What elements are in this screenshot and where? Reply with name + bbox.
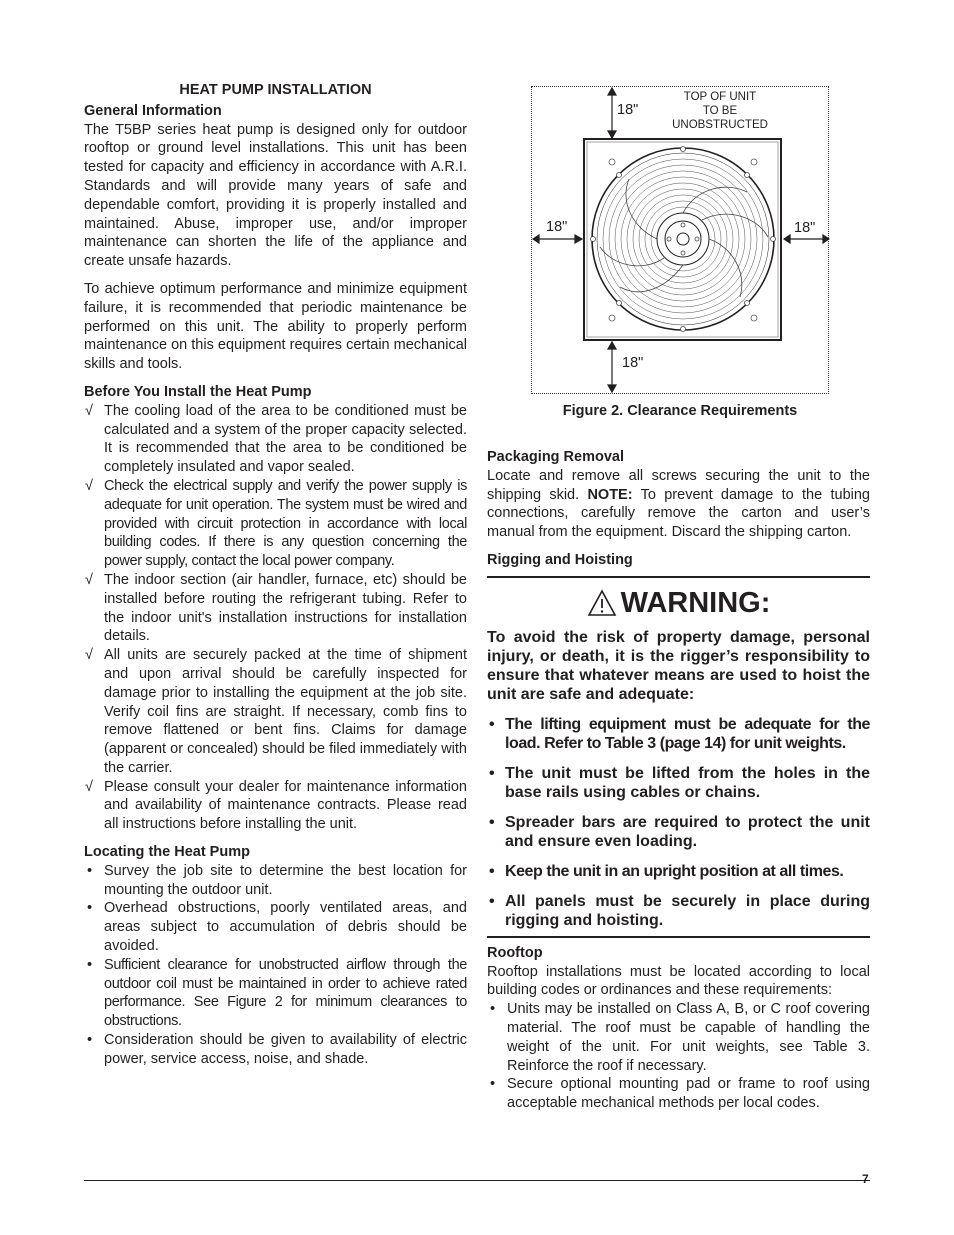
general-info-paragraph-1: The T5BP series heat pump is designed only for outdoor rooftop or ground level installations. This unit has been tested for capacity and efficiency in accordance with A.R.I. Standards and will provide many years of safe and dependable comfort, providing it is properly installed and maintained. Abuse, improper use, and/or improper maintenance can shorten the life of the appliance and create unsafe hazards. <box>84 121 467 270</box>
list-item: • All panels must be securely in place during rigging and hoisting. <box>489 892 870 929</box>
bullet-icon: • <box>489 764 495 782</box>
list-item: • The lifting equipment must be adequate for the load. Refer to Table 3 (page 14) for unit weights. <box>489 715 870 752</box>
list-item: • Secure optional mounting pad or frame to roof using acceptable mechanical methods per local codes. <box>490 1076 870 1112</box>
dim-right-label: 18" <box>794 220 816 236</box>
packaging-heading: Packaging Removal <box>487 449 624 465</box>
list-item: • Survey the job site to determine the best location for mounting the outdoor unit. <box>87 862 467 898</box>
bullet-icon: • <box>489 715 495 733</box>
right-column <box>487 448 870 1113</box>
rooftop-paragraph: Rooftop installations must be located according to local building codes or ordinances and these requirements: <box>487 963 870 999</box>
top-unobstructed-note: TOP OF UNIT TO BE UNOBSTRUCTED <box>672 91 768 131</box>
note-label: NOTE: <box>587 486 633 503</box>
footer-rule <box>84 1180 870 1181</box>
list-item: √ The cooling load of the area to be conditioned must be calculated and a system of the proper capacity selected. It is recommended that the area to be conditioned be completely insulated and vapor sealed. <box>85 402 467 476</box>
list-item: • Overhead obstructions, poorly ventilated areas, and areas subject to accumulation of debris should be avoided. <box>87 900 467 955</box>
warning-top-rule <box>487 576 870 578</box>
list-item: • Keep the unit in an upright position at all times. <box>489 862 844 880</box>
warning-triangle-icon <box>587 589 617 617</box>
warning-intro: To avoid the risk of property damage, personal injury, or death, it is the rigger’s responsibility to ensure that whatever means are used to hoist the unit are safe and adequate: <box>487 628 870 703</box>
rooftop-heading: Rooftop <box>487 944 543 961</box>
bullet-icon: • <box>87 900 93 917</box>
rigging-heading: Rigging and Hoisting <box>487 551 633 568</box>
left-column <box>84 81 467 1069</box>
dim-bottom-label: 18" <box>622 355 644 371</box>
general-info-heading: General Information <box>84 102 222 119</box>
check-mark-icon: √ <box>85 647 93 664</box>
list-item: √ Check the electrical supply and verify the power supply is adequate for unit operation. The system must be wired and provided with circuit protection in accordance with local building codes. If there is any question concerning the power supply, contact the local power company. <box>85 477 467 570</box>
clearance-figure <box>531 86 829 394</box>
warning-body <box>487 628 870 930</box>
list-item: √ Please consult your dealer for maintenance information and availability of maintenance contracts. Please read all instructions before installing the unit. <box>85 778 467 833</box>
check-mark-icon: √ <box>85 477 93 494</box>
packaging-paragraph: Locate and remove all screws securing the unit to the shipping skid. NOTE: To prevent damage to the tubing connections, carefully remove the carton and user’s manual from the equipment. Discard the shipping carton. <box>487 467 870 541</box>
warning-list <box>487 715 870 930</box>
list-item: • The unit must be lifted from the holes in the base rails using cables or chains. <box>489 764 870 801</box>
check-mark-icon: √ <box>85 402 93 419</box>
before-install-list <box>84 402 467 834</box>
bullet-icon: • <box>490 1076 496 1093</box>
bullet-icon: • <box>489 892 495 910</box>
bullet-icon: • <box>87 862 93 879</box>
list-item: • Sufficient clearance for unobstructed airflow through the outdoor coil must be maintained in order to achieve rated performance. See Figure 2 for minimum clearances to obstructions. <box>87 956 467 1030</box>
bullet-icon: • <box>87 956 93 973</box>
dim-top-label: 18" <box>617 102 639 118</box>
rooftop-list <box>487 1000 870 1113</box>
list-item: √ All units are securely packed at the time of shipment and upon arrival should be carefully inspected for damage prior to installing the equipment at the job site. Verify coil fins are straight. If necessary, comb fins to remove flattened or bent fins. Claims for damage (apparent or concealed) should be filed immediately with the carrier. <box>85 647 467 776</box>
dim-left-label: 18" <box>546 219 568 235</box>
unit-drawing <box>532 87 830 395</box>
list-item: • Units may be installed on Class A, B, or C roof covering material. The roof must be capable of handling the weight of the unit. For unit weights, see Table 3. Reinforce the roof if necessary. <box>490 1001 870 1074</box>
list-item: • Consideration should be given to availability of electric power, service access, noise, and shade. <box>87 1032 467 1067</box>
bullet-icon: • <box>87 1032 93 1049</box>
figure-caption: Figure 2. Clearance Requirements <box>562 403 798 419</box>
general-info-paragraph-2: To achieve optimum performance and minimize equipment failure, it is recommended that periodic maintenance be performed on this unit. The ability to properly perform maintenance on this equipment requires certain mechanical skills and tools. <box>84 280 467 373</box>
bullet-icon: • <box>489 813 495 831</box>
check-mark-icon: √ <box>85 571 93 588</box>
check-mark-icon: √ <box>85 778 93 795</box>
bullet-icon: • <box>489 862 495 880</box>
page-number: 7 <box>862 1172 869 1186</box>
locating-list <box>84 862 467 1069</box>
locating-heading: Locating the Heat Pump <box>84 844 250 861</box>
bullet-icon: • <box>490 1001 496 1018</box>
before-install-heading: Before You Install the Heat Pump <box>84 383 312 400</box>
section-title: HEAT PUMP INSTALLATION <box>179 82 372 98</box>
list-item: • Spreader bars are required to protect the unit and ensure even loading. <box>489 813 870 850</box>
list-item: √ The indoor section (air handler, furnace, etc) should be installed before routing the refrigerant tubing. Refer to the indoor unit's installation instructions for installation details. <box>85 571 467 645</box>
warning-title: WARNING: <box>487 584 870 622</box>
